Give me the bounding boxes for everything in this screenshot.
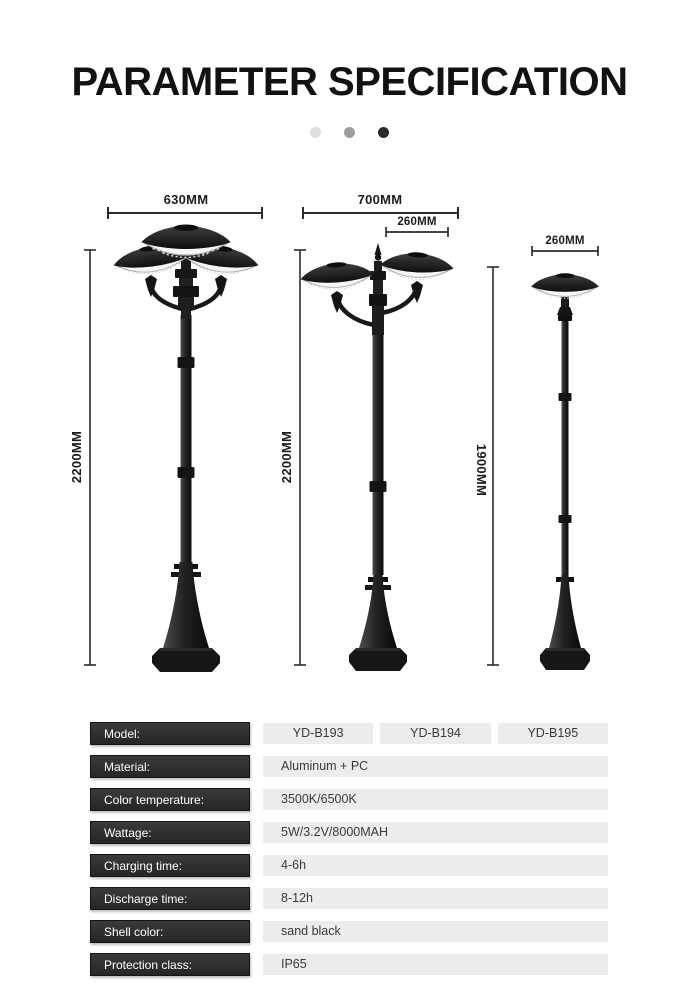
carousel-dots xyxy=(0,127,699,138)
spec-row-values xyxy=(263,888,608,909)
spec-value: Aluminum + PC xyxy=(263,756,608,777)
carousel-dot-2[interactable] xyxy=(344,127,355,138)
spec-row-label: Charging time: xyxy=(90,854,250,877)
spec-row-label: Wattage: xyxy=(90,821,250,844)
lamp-post-single-head-illustration xyxy=(531,273,599,670)
dim-label-lamp2-width: 700MM xyxy=(357,192,403,207)
dim-label-lamp3-head-width: 260MM xyxy=(545,235,585,247)
spec-value: IP65 xyxy=(263,954,608,975)
dim-label-lamp2-height: 2200MM xyxy=(279,430,294,484)
spec-row xyxy=(90,821,608,844)
spec-row-values xyxy=(263,822,608,843)
spec-row-label: Material: xyxy=(90,755,250,778)
spec-table xyxy=(90,722,608,986)
lamp-post-three-head-illustration xyxy=(112,225,261,672)
spec-value: YD-B195 xyxy=(498,723,608,744)
spec-row xyxy=(90,722,608,745)
spec-value: sand black xyxy=(263,921,608,942)
spec-value: 5W/3.2V/8000MAH xyxy=(263,822,608,843)
spec-row-label: Protection class: xyxy=(90,953,250,976)
spec-row-label: Model: xyxy=(90,722,250,745)
carousel-dot-1[interactable] xyxy=(310,127,321,138)
page-title: PARAMETER SPECIFICATION xyxy=(71,60,628,104)
spec-value: YD-B194 xyxy=(380,723,490,744)
spec-row-label: Shell color: xyxy=(90,920,250,943)
spec-row xyxy=(90,953,608,976)
dim-label-lamp3-height: 1900MM xyxy=(474,443,489,497)
spec-value: 4-6h xyxy=(263,855,608,876)
spec-row-values xyxy=(263,756,608,777)
spec-row-values xyxy=(263,789,608,810)
dim-label-lamp1-height: 2200MM xyxy=(69,430,84,484)
dim-label-lamp1-width: 630MM xyxy=(163,192,209,207)
spec-row-values xyxy=(263,921,608,942)
spec-row-label: Color temperature: xyxy=(90,788,250,811)
spec-row-values xyxy=(263,723,608,744)
dim-label-lamp2-head-width: 260MM xyxy=(397,216,437,228)
lamp-diagram-svg xyxy=(0,185,699,690)
lamp-diagram xyxy=(0,185,699,690)
spec-row xyxy=(90,788,608,811)
spec-value: 8-12h xyxy=(263,888,608,909)
spec-row xyxy=(90,920,608,943)
spec-row xyxy=(90,887,608,910)
spec-row xyxy=(90,854,608,877)
spec-row xyxy=(90,755,608,778)
lamp-post-two-head-illustration xyxy=(299,243,454,671)
spec-value: YD-B193 xyxy=(263,723,373,744)
spec-value: 3500K/6500K xyxy=(263,789,608,810)
spec-row-label: Discharge time: xyxy=(90,887,250,910)
carousel-dot-3[interactable] xyxy=(378,127,389,138)
spec-row-values xyxy=(263,855,608,876)
spec-row-values xyxy=(263,954,608,975)
